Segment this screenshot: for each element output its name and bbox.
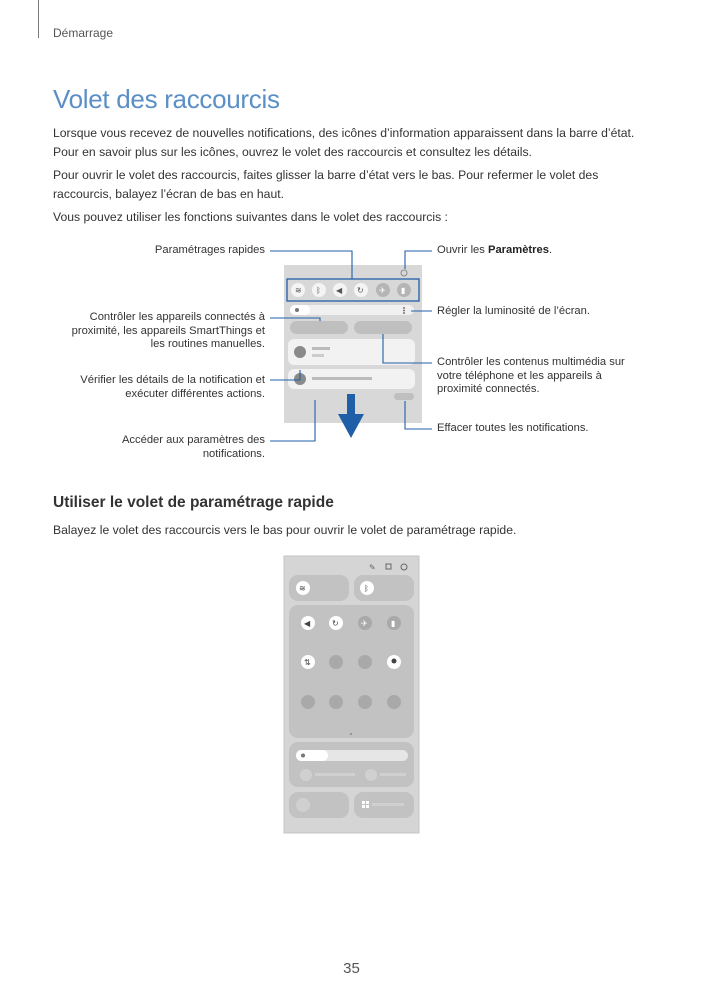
media-icon (300, 769, 312, 781)
subsection-title: Utiliser le volet de paramétrage rapide (53, 494, 334, 511)
svg-text:≋: ≋ (299, 584, 306, 593)
svg-text:▮: ▮ (391, 619, 396, 628)
label-open-settings: Ouvrir les Paramètres. (437, 244, 553, 256)
svg-text:ᛒ: ᛒ (316, 286, 321, 295)
page-title: Volet des raccourcis (53, 84, 280, 114)
svg-text:◀: ◀ (304, 619, 311, 628)
svg-text:✈: ✈ (361, 619, 368, 628)
section-header: Démarrage (53, 26, 114, 40)
svg-text:↻: ↻ (357, 286, 364, 295)
intro-paragraph-2: Pour ouvrir le volet des raccourcis, faites glisser la barre d’état vers le bas. Pour refermer le volet des raccourcis, balayez l’écran de bas en haut. (53, 168, 599, 201)
subsection-paragraph: Balayez le volet des raccourcis vers le bas pour ouvrir le volet de paramétrage rapide. (53, 523, 517, 537)
call-icon (365, 769, 377, 781)
label-media: Contrôler les contenus multimédia sur votre téléphone et les appareils à proximité connectés. (437, 356, 625, 395)
label-device-control: Contrôler les appareils connectés à proximité, les appareils SmartThings et les routines manuelles. (71, 311, 265, 350)
label-quick-settings: Paramétrages rapides (154, 244, 265, 256)
svg-text:✈: ✈ (379, 286, 386, 295)
intro-paragraph-1: Lorsque vous recevez de nouvelles notifications, des icônes d’information apparaissent dans la barre d’état. Pour en savoir plus sur les icônes, ouvrez le volet des raccourcis et consultez les détails. (53, 126, 635, 159)
label-brightness: Régler la luminosité de l’écran. (437, 305, 590, 317)
svg-text:⇅: ⇅ (304, 658, 311, 667)
svg-text:≋: ≋ (295, 286, 302, 295)
svg-text:↻: ↻ (332, 619, 339, 628)
svg-text:✎: ✎ (369, 563, 376, 572)
label-notification-settings: Accéder aux paramètres des notifications. (121, 434, 265, 460)
svg-text:◀: ◀ (336, 286, 343, 295)
label-notification-details: Vérifier les détails de la notification et exécuter différentes actions. (80, 374, 265, 400)
intro-paragraph-3: Vous pouvez utiliser les fonctions suivantes dans le volet des raccourcis : (53, 210, 448, 224)
svg-text:ᛒ: ᛒ (364, 584, 369, 593)
page-number: 35 (343, 960, 360, 977)
label-clear-all: Effacer toutes les notifications. (437, 422, 589, 434)
svg-text:▮: ▮ (401, 286, 406, 295)
